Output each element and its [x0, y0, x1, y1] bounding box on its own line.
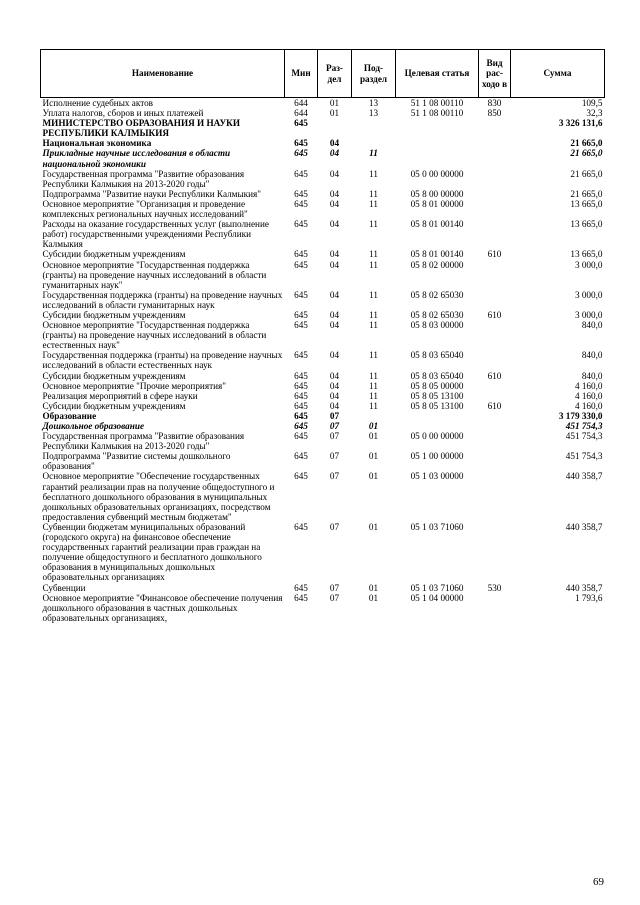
cell-name: Субсидии бюджетным учреждениям	[42, 249, 186, 260]
cell-sum: 21 665,0	[570, 168, 603, 179]
cell-vid	[479, 290, 511, 310]
table-row	[41, 169, 605, 189]
table-row	[41, 260, 605, 290]
cell-name: Государственная программа "Развитие образования Республики Калмыкия на 2013-2020 годы"	[42, 168, 245, 189]
table-row	[41, 199, 605, 219]
cell-podrazdel: 11	[369, 188, 378, 199]
cell-vid	[479, 421, 511, 431]
cell-vid: 610	[487, 400, 502, 411]
cell-name: Государственная поддержка (гранты) на проведение научных исследований в области гуманитарных наук	[42, 289, 283, 310]
cell-target	[396, 138, 479, 148]
cell-sum: 21 665,0	[570, 148, 603, 159]
cell-min: 645	[294, 259, 308, 270]
cell-min: 645	[294, 350, 308, 361]
cell-podrazdel	[352, 118, 396, 138]
cell-podrazdel: 11	[369, 198, 378, 209]
cell-name: Расходы на оказание государственных услуг (выполнение работ) государственными учреждениями Республики Калмыкия	[42, 219, 269, 250]
cell-razdel: 04	[329, 148, 340, 159]
cell-target: 05 8 02 00000	[410, 259, 464, 270]
cell-name: Субсидии бюджетным учреждениям	[42, 400, 186, 411]
cell-vid: 530	[487, 582, 502, 593]
cell-min: 645	[294, 309, 308, 320]
cell-sum: 109,5	[581, 98, 603, 108]
budget-table	[40, 49, 605, 623]
cell-name: Основное мероприятие "Финансовое обеспечение получения дошкольного образования в частных дошкольных образовательных организациях,	[42, 592, 283, 623]
table-row	[41, 108, 605, 118]
cell-sum: 21 665,0	[570, 188, 603, 199]
cell-vid	[479, 189, 511, 199]
cell-name: Основное мероприятие "Государственная поддержка (гранты) на проведение научных исследований в области естественных наук"	[42, 320, 267, 351]
cell-podrazdel: 01	[368, 582, 379, 593]
table-row	[41, 583, 605, 593]
cell-name: Подпрограмма "Развитие системы дошкольного образования"	[42, 451, 231, 472]
cell-min: 645	[294, 219, 308, 230]
cell-sum: 13 665,0	[570, 249, 603, 260]
cell-min: 645	[294, 188, 308, 199]
table-row	[41, 371, 605, 381]
cell-podrazdel: 11	[369, 380, 378, 391]
cell-razdel: 07	[329, 421, 340, 431]
cell-razdel: 04	[329, 400, 340, 411]
cell-name: Субвенции	[42, 582, 86, 593]
cell-podrazdel: 01	[368, 431, 379, 442]
cell-podrazdel: 11	[369, 400, 378, 411]
cell-sum: 840,0	[581, 370, 603, 381]
cell-name: Исполнение судебных актов	[42, 98, 154, 108]
cell-podrazdel: 11	[369, 289, 378, 300]
cell-name: Уплата налогов, сборов и иных платежей	[42, 108, 204, 119]
table-row	[41, 593, 605, 623]
table-row	[41, 148, 605, 168]
cell-podrazdel: 01	[368, 451, 379, 462]
cell-podrazdel	[352, 411, 396, 421]
cell-min: 645	[294, 592, 308, 603]
cell-name: Национальная экономика	[42, 138, 152, 149]
cell-target	[396, 411, 479, 421]
cell-vid	[479, 199, 511, 219]
cell-razdel: 04	[329, 320, 340, 331]
cell-name: МИНИСТЕРСТВО ОБРАЗОВАНИЯ И НАУКИ РЕСПУБЛИКИ КАЛМЫКИЯ	[42, 118, 240, 139]
cell-vid	[479, 148, 511, 168]
cell-sum: 451 754,3	[565, 421, 603, 431]
cell-name: Основное мероприятие "Государственная поддержка (гранты) на проведение научных исследований в области гуманитарных наук"	[42, 259, 267, 290]
cell-target	[396, 421, 479, 431]
cell-target: 05 8 03 65040	[410, 370, 464, 381]
cell-min: 645	[294, 431, 308, 442]
cell-podrazdel: 11	[369, 148, 378, 159]
cell-min: 645	[294, 148, 308, 159]
table-row	[41, 290, 605, 310]
cell-name: Основное мероприятие "Прочие мероприятия"	[42, 380, 226, 391]
table-row	[41, 471, 605, 521]
cell-razdel: 07	[329, 471, 340, 482]
cell-target: 05 1 03 71060	[410, 582, 464, 593]
cell-target: 05 8 03 65040	[410, 350, 464, 361]
cell-razdel: 01	[329, 108, 340, 119]
cell-target: 05 1 00 00000	[410, 451, 464, 462]
cell-name: Субсидии бюджетным учреждениям	[42, 309, 186, 320]
cell-name: Основное мероприятие "Обеспечение государственных гарантий реализации прав на получение общедоступного и бесплатного дошкольного образования в муниципальных дошкольных образовательных организациях, посредством предоставления субвенций местным бюджетам"	[42, 471, 275, 522]
table-row	[41, 350, 605, 370]
cell-razdel: 04	[329, 350, 340, 361]
table-body	[41, 98, 605, 623]
cell-podrazdel: 01	[368, 592, 379, 603]
cell-vid: 610	[487, 309, 502, 320]
table-row	[41, 411, 605, 421]
cell-podrazdel: 11	[369, 390, 378, 401]
cell-min: 645	[294, 471, 308, 482]
cell-target: 05 1 03 71060	[410, 521, 464, 532]
cell-razdel: 04	[329, 188, 340, 199]
cell-min: 645	[294, 249, 308, 260]
cell-vid	[479, 431, 511, 451]
cell-razdel: 01	[329, 98, 340, 108]
cell-podrazdel: 11	[369, 249, 378, 260]
cell-sum: 4 160,0	[574, 380, 603, 391]
cell-sum: 3 326 131,6	[558, 118, 603, 129]
cell-target: 05 1 04 00000	[410, 592, 464, 603]
cell-name: Субсидии бюджетным учреждениям	[42, 370, 186, 381]
budget-table-sheet	[40, 49, 604, 623]
cell-vid	[479, 350, 511, 370]
cell-target: 05 8 02 65030	[410, 309, 464, 320]
cell-sum: 13 665,0	[570, 219, 603, 230]
table-row	[41, 219, 605, 249]
cell-vid	[479, 522, 511, 583]
cell-razdel	[318, 118, 352, 138]
cell-razdel: 04	[329, 309, 340, 320]
header-name: Наименование	[41, 50, 285, 98]
cell-vid	[479, 391, 511, 401]
cell-vid: 610	[487, 370, 502, 381]
cell-podrazdel: 01	[368, 471, 379, 482]
cell-razdel: 04	[329, 370, 340, 381]
table-row	[41, 451, 605, 471]
cell-podrazdel: 11	[369, 320, 378, 331]
table-row	[41, 98, 605, 109]
cell-sum: 440 358,7	[565, 471, 603, 482]
cell-vid	[479, 411, 511, 421]
cell-vid	[479, 260, 511, 290]
page-number: 69	[593, 876, 604, 888]
cell-target: 05 8 02 65030	[410, 289, 464, 300]
cell-min: 645	[294, 451, 308, 462]
cell-podrazdel: 11	[369, 309, 378, 320]
cell-razdel: 04	[329, 168, 340, 179]
cell-name: Государственная поддержка (гранты) на проведение научных исследований в области естественных наук	[42, 350, 283, 371]
cell-min: 645	[294, 380, 308, 391]
cell-min: 645	[294, 421, 308, 431]
cell-podrazdel: 11	[369, 350, 378, 361]
cell-name: Основное мероприятие "Организация и проведение комплексных региональных научных исследований"	[42, 198, 248, 220]
table-row	[41, 401, 605, 411]
header-sum: Сумма	[511, 50, 605, 98]
cell-name: Подпрограмма "Развитие науки Республики Калмыкия"	[42, 188, 262, 199]
cell-min: 645	[294, 521, 308, 532]
cell-name: Образование	[42, 410, 97, 421]
table-row	[41, 381, 605, 391]
cell-sum: 3 000,0	[574, 289, 603, 300]
cell-vid	[479, 593, 511, 623]
table-header-row	[41, 50, 605, 98]
cell-min: 645	[294, 168, 308, 179]
cell-podrazdel	[352, 138, 396, 148]
cell-podrazdel: 11	[369, 168, 378, 179]
cell-min: 645	[294, 370, 308, 381]
cell-podrazdel: 01	[368, 521, 379, 532]
cell-podrazdel: 13	[368, 98, 379, 108]
table-row	[41, 522, 605, 583]
cell-vid	[479, 451, 511, 471]
cell-razdel: 04	[329, 380, 340, 391]
cell-min: 645	[294, 118, 308, 129]
cell-sum: 451 754,3	[565, 431, 603, 442]
cell-razdel: 07	[329, 521, 340, 532]
cell-razdel: 04	[329, 219, 340, 230]
cell-name: Дошкольное образование	[42, 421, 145, 431]
cell-sum: 451 754,3	[565, 451, 603, 462]
table-row	[41, 138, 605, 148]
cell-razdel: 04	[329, 138, 340, 149]
cell-target: 05 8 00 00000	[410, 188, 464, 199]
cell-vid	[479, 219, 511, 249]
header-podrazdel: Под- раздел	[352, 50, 396, 98]
cell-sum: 3 000,0	[574, 259, 603, 270]
cell-sum: 1 793,6	[574, 592, 603, 603]
table-row	[41, 189, 605, 199]
table-row	[41, 249, 605, 259]
cell-min: 645	[294, 138, 308, 149]
cell-target: 05 8 05 13100	[410, 400, 464, 411]
cell-razdel: 04	[329, 249, 340, 260]
cell-vid: 610	[487, 249, 502, 260]
cell-target: 05 8 05 00000	[410, 380, 464, 391]
cell-sum: 440 358,7	[565, 521, 603, 532]
cell-min: 645	[294, 198, 308, 209]
cell-razdel: 04	[329, 259, 340, 270]
cell-target	[396, 118, 479, 138]
cell-vid	[479, 169, 511, 189]
cell-name: Государственная программа "Развитие образования Республики Калмыкия на 2013-2020 годы"	[42, 431, 245, 452]
table-row	[41, 391, 605, 401]
cell-razdel: 04	[329, 289, 340, 300]
cell-razdel: 04	[329, 390, 340, 401]
cell-vid	[479, 118, 511, 138]
cell-name: Субвенции бюджетам муниципальных образований (городского округа) на финансовое обеспечение государственных гарантий реализации прав граждан на получение общедоступного и бесплатного дошкольного образования в муниципальных дошкольных образовательных организациях	[42, 521, 262, 583]
cell-min: 645	[294, 582, 308, 593]
cell-target: 05 8 01 00000	[410, 198, 464, 209]
table-row	[41, 320, 605, 350]
cell-target: 51 1 08 00110	[410, 98, 464, 108]
cell-target: 05 8 03 00000	[410, 320, 464, 331]
cell-min: 645	[294, 390, 308, 401]
cell-sum: 440 358,7	[565, 582, 603, 593]
cell-vid	[479, 381, 511, 391]
cell-min: 645	[294, 320, 308, 331]
cell-min: 645	[294, 289, 308, 300]
cell-razdel: 07	[329, 410, 340, 421]
cell-razdel: 04	[329, 198, 340, 209]
cell-podrazdel: 13	[368, 108, 379, 119]
cell-razdel: 07	[329, 592, 340, 603]
cell-podrazdel: 01	[368, 421, 379, 431]
cell-sum: 21 665,0	[570, 138, 603, 149]
cell-razdel: 07	[329, 451, 340, 462]
cell-podrazdel: 11	[369, 259, 378, 270]
cell-vid: 850	[487, 108, 502, 119]
cell-sum: 840,0	[581, 320, 603, 331]
cell-vid: 830	[487, 98, 502, 108]
cell-vid	[479, 320, 511, 350]
cell-min: 644	[294, 108, 308, 119]
cell-target	[396, 148, 479, 168]
cell-sum: 4 160,0	[574, 400, 603, 411]
cell-sum: 13 665,0	[570, 198, 603, 209]
table-row	[41, 431, 605, 451]
cell-razdel: 07	[329, 582, 340, 593]
cell-podrazdel: 11	[369, 219, 378, 230]
cell-target: 05 0 00 00000	[410, 168, 464, 179]
table-row	[41, 421, 605, 431]
cell-name: Прикладные научные исследования в области национальной экономики	[42, 148, 231, 169]
cell-vid	[479, 471, 511, 521]
cell-podrazdel: 11	[369, 370, 378, 381]
header-min: Мин	[285, 50, 318, 98]
cell-target: 05 8 05 13100	[410, 390, 464, 401]
header-target: Целевая статья	[396, 50, 479, 98]
cell-sum: 32,3	[586, 108, 603, 119]
cell-min: 645	[294, 410, 308, 421]
cell-target: 05 0 00 00000	[410, 431, 464, 442]
cell-razdel: 07	[329, 431, 340, 442]
table-row	[41, 310, 605, 320]
cell-name: Реализация мероприятий в сфере науки	[42, 390, 198, 401]
cell-target: 05 8 01 00140	[410, 219, 464, 230]
cell-target: 05 8 01 00140	[410, 249, 464, 260]
cell-target: 05 1 03 00000	[410, 471, 464, 482]
cell-min: 644	[294, 98, 308, 108]
cell-vid	[479, 138, 511, 148]
table-row	[41, 118, 605, 138]
cell-sum: 4 160,0	[574, 390, 603, 401]
cell-sum: 3 179 330,0	[558, 410, 603, 421]
cell-sum: 3 000,0	[574, 309, 603, 320]
header-razdel: Раз- дел	[318, 50, 352, 98]
cell-sum: 840,0	[581, 350, 603, 361]
header-vid: Вид рас- ходо в	[479, 50, 511, 98]
cell-target: 51 1 08 00110	[410, 108, 464, 119]
cell-min: 645	[294, 400, 308, 411]
